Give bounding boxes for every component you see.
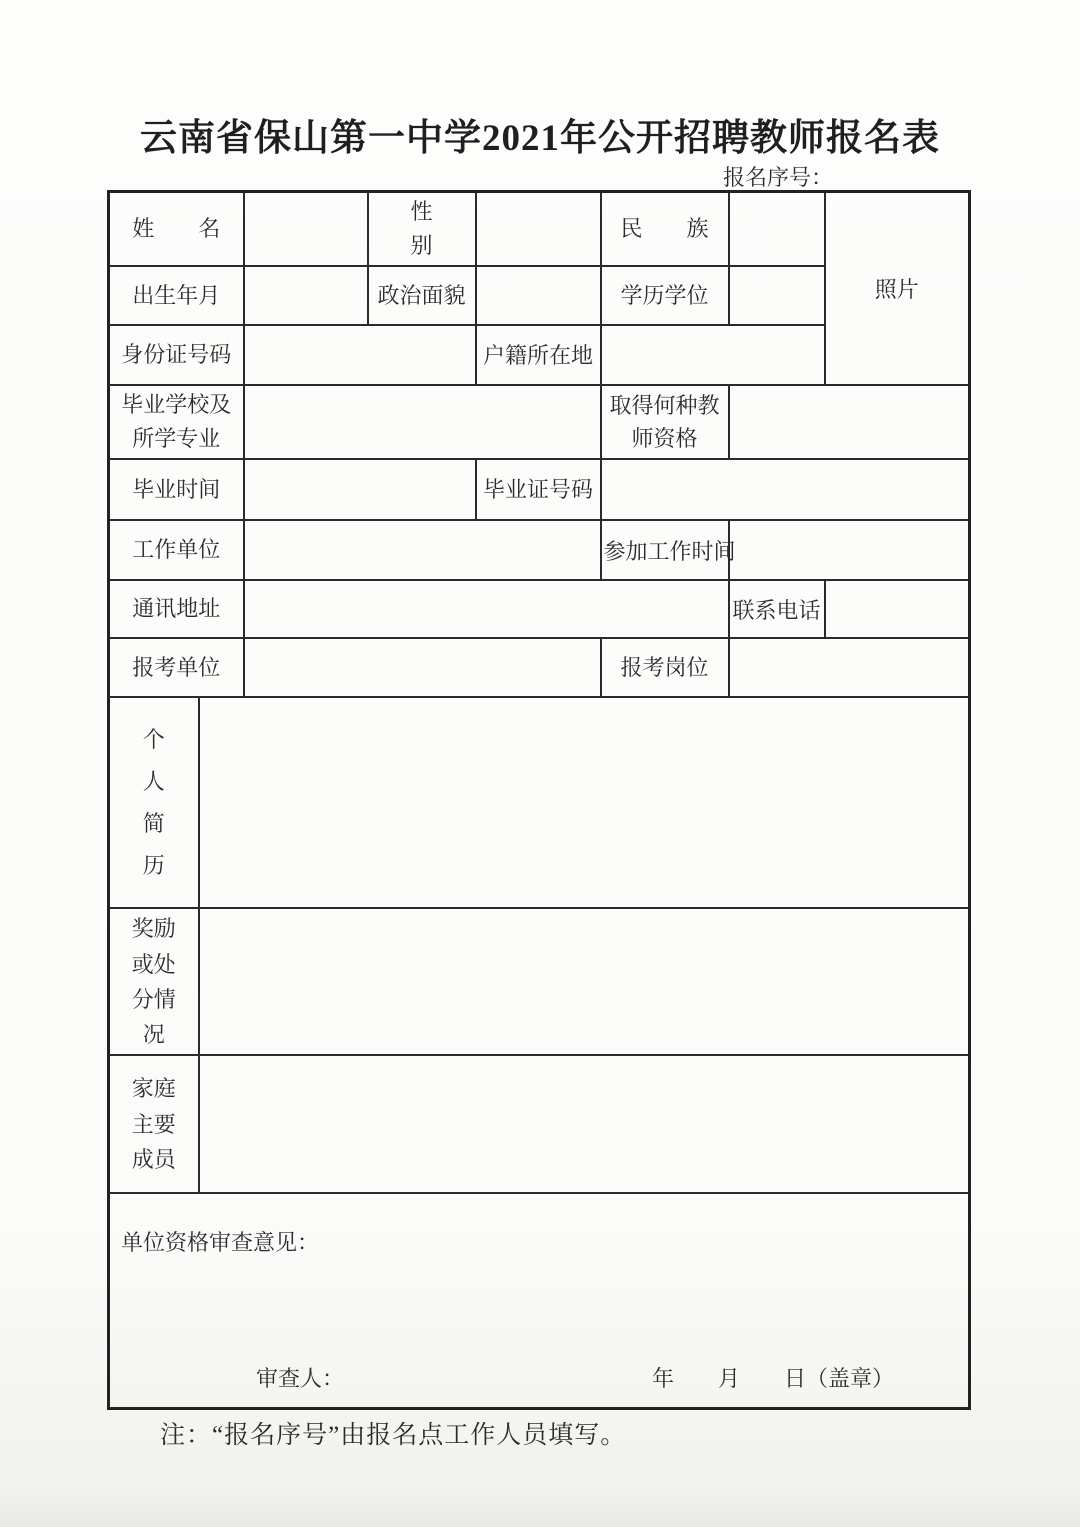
application-form-table: [107, 190, 971, 1410]
name-label: 姓 名: [109, 192, 244, 267]
phone-input[interactable]: [825, 580, 970, 638]
graduation-time-input[interactable]: [244, 459, 476, 520]
table-row: [109, 385, 970, 459]
photo-label: 照片: [874, 277, 919, 303]
serial-number-label: 报名序号：: [723, 165, 834, 190]
political-status-label: 政治面貌: [368, 266, 476, 325]
mailing-address-label: 通讯地址: [109, 580, 244, 638]
table-row: [109, 908, 970, 1055]
footer-note: 注：“报名序号”由报名点工作人员填写。: [160, 1422, 627, 1449]
apply-unit-input[interactable]: [244, 638, 601, 697]
photo-cell: [825, 192, 970, 386]
political-status-input[interactable]: [476, 266, 601, 325]
teacher-cert-input[interactable]: [729, 385, 970, 459]
residence-input[interactable]: [601, 325, 825, 385]
family-label: 家庭主要成员: [109, 1055, 199, 1193]
work-start-time-input[interactable]: [729, 520, 970, 580]
resume-label: 个人简历: [109, 697, 199, 908]
table-row: [109, 580, 970, 638]
table-row: [109, 192, 970, 267]
table-row: [109, 638, 970, 697]
page-title: 云南省保山第一中学2021年公开招聘教师报名表: [140, 118, 940, 159]
review-area[interactable]: [109, 1193, 970, 1408]
education-degree-label: 学历学位: [601, 266, 729, 325]
table-row: [109, 1055, 970, 1193]
reviewer-label: 审查人：: [256, 1366, 345, 1392]
birth-date-label: 出生年月: [109, 266, 244, 325]
ethnicity-label: 民 族: [601, 192, 729, 267]
phone-label: 联系电话: [729, 580, 825, 638]
mailing-address-input[interactable]: [244, 580, 729, 638]
school-major-input[interactable]: [244, 385, 601, 459]
diploma-number-label: 毕业证号码: [476, 459, 601, 520]
family-area[interactable]: [199, 1055, 970, 1193]
employer-input[interactable]: [244, 520, 601, 580]
birth-date-input[interactable]: [244, 266, 368, 325]
teacher-cert-label: 取得何种教师资格: [601, 385, 729, 459]
rewards-area[interactable]: [199, 908, 970, 1055]
gender-input[interactable]: [476, 192, 601, 267]
residence-label: 户籍所在地: [476, 325, 601, 385]
review-date-label: 年 月 日（盖章）: [652, 1366, 895, 1392]
apply-post-input[interactable]: [729, 638, 970, 697]
table-row: [109, 520, 970, 580]
employer-label: 工作单位: [109, 520, 244, 580]
gender-label: 性 别: [368, 192, 476, 267]
resume-area[interactable]: [199, 697, 970, 908]
review-opinion-label: 单位资格审查意见：: [121, 1230, 320, 1256]
rewards-label: 奖励或处分情况: [109, 908, 199, 1055]
table-row: [109, 1193, 970, 1408]
ethnicity-input[interactable]: [729, 192, 825, 267]
graduation-time-label: 毕业时间: [109, 459, 244, 520]
id-number-label: 身份证号码: [109, 325, 244, 385]
school-major-label: 毕业学校及所学专业: [109, 385, 244, 459]
work-start-time-label: 参加工作时间: [601, 520, 729, 580]
apply-unit-label: 报考单位: [109, 638, 244, 697]
diploma-number-input[interactable]: [601, 459, 970, 520]
table-row: [109, 459, 970, 520]
apply-post-label: 报考岗位: [601, 638, 729, 697]
id-number-input[interactable]: [244, 325, 476, 385]
table-row: [109, 697, 970, 908]
name-input[interactable]: [244, 192, 368, 267]
education-degree-input[interactable]: [729, 266, 825, 325]
